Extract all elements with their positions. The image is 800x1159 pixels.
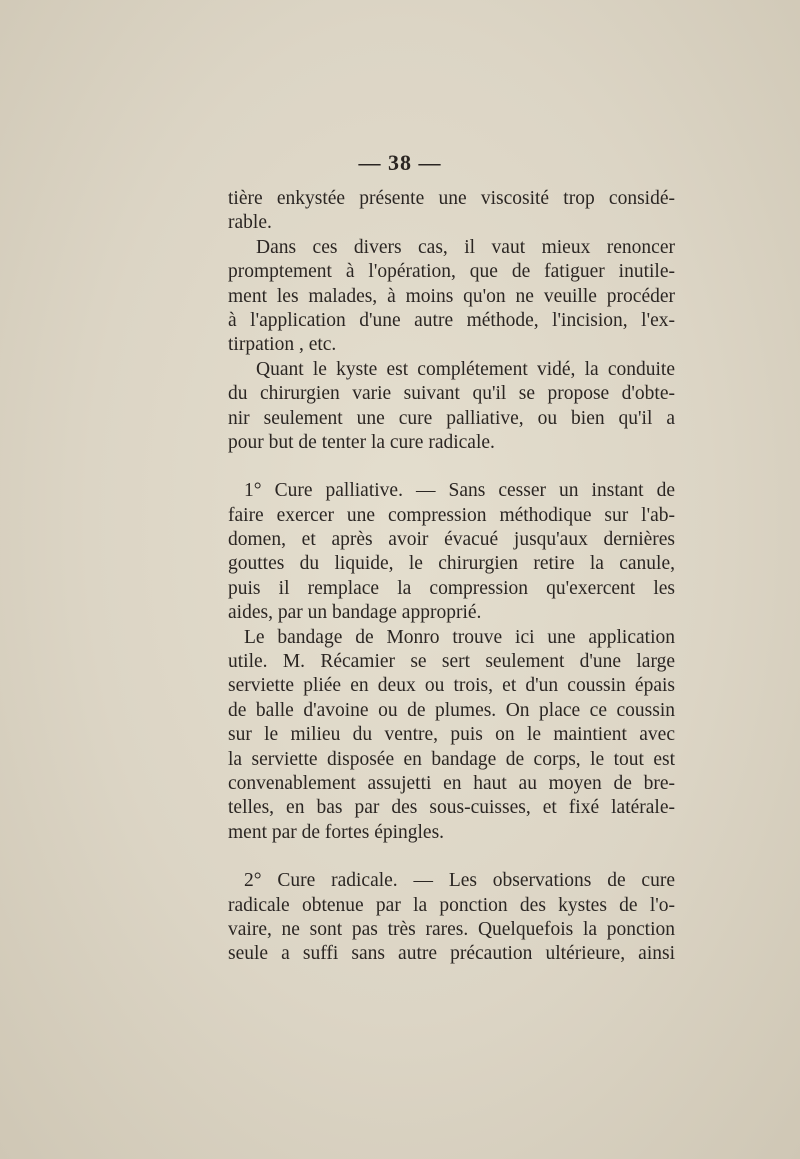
text-line: promptement à l'opération, que de fatiguer inutile-: [228, 261, 675, 283]
paragraph: [228, 236, 675, 358]
paragraph-gap: [228, 845, 675, 869]
text-line: Quant le kyste est complétement vidé, la conduite: [256, 358, 675, 380]
text-line: seule a suffi sans autre précaution ultérieure, ainsi: [228, 943, 675, 965]
text-line: 2° Cure radicale. — Les observations de cure: [244, 870, 675, 892]
text-line: 1° Cure palliative. — Sans cesser un instant de: [244, 480, 675, 502]
paragraph: [228, 479, 675, 625]
text-line: gouttes du liquide, le chirurgien retire la canule,: [228, 553, 675, 575]
text-line: aides, par un bandage approprié.: [228, 602, 482, 624]
paragraph: [228, 626, 675, 846]
text-line: nir seulement une cure palliative, ou bien qu'il a: [228, 407, 675, 429]
text-line: rable.: [228, 212, 272, 234]
paragraph: [228, 187, 675, 236]
text-line: puis il remplace la compression qu'exercent les: [228, 577, 675, 599]
text-line: tière enkystée présente une viscosité trop considé-: [228, 188, 675, 209]
text-line: ment par de fortes épingles.: [228, 821, 445, 843]
text-line: vaire, ne sont pas très rares. Quelquefois la ponction: [228, 918, 675, 940]
text-line: sur le milieu du ventre, puis on le maintient avec: [228, 724, 675, 746]
text-line: pour but de tenter la cure radicale.: [228, 431, 495, 453]
text-line: Dans ces divers cas, il vaut mieux renoncer: [256, 236, 675, 258]
paragraph: [228, 869, 675, 967]
text-line: domen, et après avoir évacué jusqu'aux dernières: [228, 529, 675, 551]
body-text: [228, 187, 675, 967]
text-line: la serviette disposée en bandage de corps, le tout est: [228, 748, 675, 770]
text-line: utile. M. Récamier se sert seulement d'une large: [228, 651, 675, 673]
text-line: Le bandage de Monro trouve ici une application: [244, 626, 675, 648]
text-line: ment les malades, à moins qu'on ne veuille procéder: [228, 285, 675, 307]
text-line: convenablement assujetti en haut au moyen de bre-: [228, 772, 675, 794]
text-line: tirpation , etc.: [228, 334, 337, 356]
paragraph: [228, 358, 675, 456]
paragraph-gap: [228, 455, 675, 479]
text-line: faire exercer une compression méthodique sur l'ab-: [228, 504, 675, 526]
text-line: radicale obtenue par la ponction des kystes de l'o-: [228, 894, 675, 916]
text-line: telles, en bas par des sous-cuisses, et fixé latérale-: [228, 797, 675, 819]
text-line: de balle d'avoine ou de plumes. On place ce coussin: [228, 699, 675, 721]
page-number: — 38 —: [358, 150, 442, 175]
text-line: du chirurgien varie suivant qu'il se propose d'obte-: [228, 383, 675, 405]
text-line: serviette pliée en deux ou trois, et d'un coussin épais: [228, 675, 675, 697]
text-line: à l'application d'une autre méthode, l'incision, l'ex-: [228, 309, 675, 331]
